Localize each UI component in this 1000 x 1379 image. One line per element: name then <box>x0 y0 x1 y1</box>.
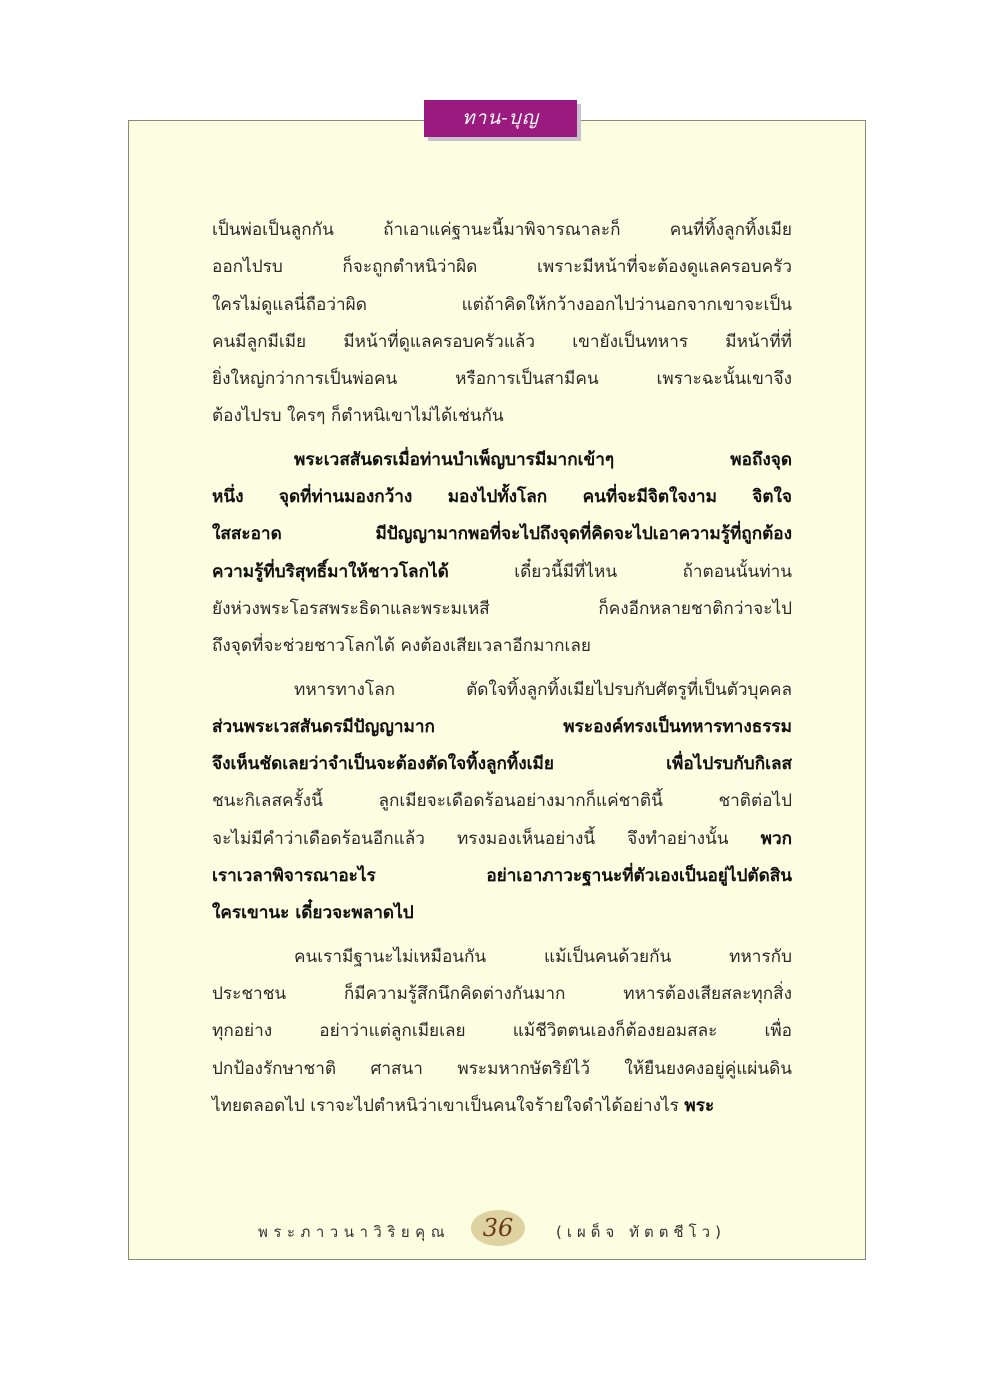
text-run: เดี๋ยวนี้มีที่ไหน ถ้าตอนนั้นท่าน <box>448 561 792 582</box>
text-run: ออกไปรบ ก็จะถูกตำหนิว่าผิด เพราะมีหน้าที่จะต้องดูแลครอบครัว <box>212 257 792 278</box>
paragraph <box>212 442 792 666</box>
text-line <box>212 746 792 783</box>
bold-text-run: จึงเห็นชัดเลยว่าจำเป็นจะต้องตัดใจทิ้งลูกทิ้งเมีย เพื่อไปรบกับกิเลส <box>212 754 792 775</box>
bold-text-run: ความรู้ที่บริสุทธิ์มาให้ชาวโลกได้ <box>212 561 449 582</box>
text-line <box>212 591 792 628</box>
text-line <box>212 976 792 1013</box>
text-line <box>212 249 792 286</box>
text-line <box>212 783 792 820</box>
text-run: ปกป้องรักษาชาติ ศาสนา พระมหากษัตริย์ไว้ ให้ยืนยงคงอยู่คู่แผ่นดิน <box>212 1058 792 1079</box>
text-line <box>212 672 792 709</box>
text-run: จะไม่มีคำว่าเดือดร้อนอีกแล้ว ทรงมองเห็นอย่างนี้ จึงทำอย่างนั้น <box>212 828 761 849</box>
text-line <box>212 895 792 932</box>
text-line <box>212 442 792 479</box>
text-line <box>212 858 792 895</box>
text-run: ต้องไปรบ ใครๆ ก็ตำหนิเขาไม่ได้เช่นกัน <box>212 406 504 427</box>
text-line <box>212 212 792 249</box>
text-run: ไทยตลอดไป เราจะไปตำหนิว่าเขาเป็นคนใจร้ายใจดำได้อย่างไร <box>212 1095 685 1116</box>
text-line <box>212 821 792 858</box>
bold-text-run: ใสสะอาด มีปัญญามากพอที่จะไปถึงจุดที่คิดจะไปเอาความรู้ที่ถูกต้อง <box>212 524 792 545</box>
header-tab: ทาน-บุญ <box>424 100 577 137</box>
body-text <box>212 212 792 1125</box>
paragraph <box>212 672 792 933</box>
text-line <box>212 516 792 553</box>
bold-text-run: พระเวสสันดรเมื่อท่านบำเพ็ญบารมีมากเข้าๆ พอถึงจุด <box>294 449 792 470</box>
text-run: คนเรามีฐานะไม่เหมือนกัน แม้เป็นคนด้วยกัน ทหารกับ <box>294 946 792 967</box>
text-run: ทุกอย่าง อย่าว่าแต่ลูกเมียเลย แม้ชีวิตตนเองก็ต้องยอมสละ เพื่อ <box>212 1021 792 1042</box>
book-title: พระภาวนาวิริยคุณ <box>258 1223 451 1241</box>
bold-text-run: ใครเขานะ เดี๋ยวจะพลาดไป <box>212 903 414 924</box>
text-run: ใครไม่ดูแลนี่ถือว่าผิด แต่ถ้าคิดให้กว้างออกไปว่านอกจากเขาจะเป็น <box>212 294 792 315</box>
bold-text-run: หนึ่ง จุดที่ท่านมองกว้าง มองไปทั้งโลก คนที่จะมีจิตใจงาม จิตใจ <box>212 487 792 508</box>
page-number-badge: 36 <box>471 1210 525 1246</box>
paragraph <box>212 939 792 1125</box>
text-run: ชนะกิเลสครั้งนี้ ลูกเมียจะเดือดร้อนอย่างมากก็แค่ชาตินี้ ชาติต่อไป <box>212 791 792 812</box>
bold-text-run: พระ <box>684 1095 715 1116</box>
text-line <box>212 1013 792 1050</box>
bold-text-run: เราเวลาพิจารณาอะไร อย่าเอาภาวะฐานะที่ตัวเองเป็นอยู่ไปตัดสิน <box>212 866 792 887</box>
text-line <box>212 398 792 435</box>
bold-text-run: พวก <box>760 828 792 849</box>
text-line <box>212 479 792 516</box>
text-run: ยิ่งใหญ่กว่าการเป็นพ่อคน หรือการเป็นสามีคน เพราะฉะนั้นเขาจึง <box>212 369 792 390</box>
text-line <box>212 361 792 398</box>
text-run: ยังห่วงพระโอรสพระธิดาและพระมเหสี ก็คงอีกหลายชาติกว่าจะไป <box>212 598 792 619</box>
text-line <box>212 628 792 665</box>
text-line <box>212 1051 792 1088</box>
text-line <box>212 554 792 591</box>
text-run: ทหารทางโลก ตัดใจทิ้งลูกทิ้งเมียไปรบกับศัตรูที่เป็นตัวบุคคล <box>294 679 792 700</box>
bold-text-run: ส่วนพระเวสสันดรมีปัญญามาก พระองค์ทรงเป็นทหารทางธรรม <box>212 716 792 737</box>
text-line <box>212 939 792 976</box>
text-run: ประชาชน ก็มีความรู้สึกนึกคิดต่างกันมาก ทหารต้องเสียสละทุกสิ่ง <box>212 983 792 1004</box>
paragraph <box>212 212 792 436</box>
text-line <box>212 709 792 746</box>
text-line <box>212 324 792 361</box>
author-name: (เผด็จ ทัตตชีโว) <box>556 1223 726 1241</box>
text-line <box>212 1088 792 1125</box>
text-line <box>212 287 792 324</box>
text-run: เป็นพ่อเป็นลูกกัน ถ้าเอาแค่ฐานะนี้มาพิจารณาละก็ คนที่ทิ้งลูกทิ้งเมีย <box>212 220 792 240</box>
page-footer <box>0 1210 1000 1250</box>
text-run: ถึงจุดที่จะช่วยชาวโลกได้ คงต้องเสียเวลาอีกมากเลย <box>212 636 591 657</box>
text-run: คนมีลูกมีเมีย มีหน้าที่ดูแลครอบครัวแล้ว เขายังเป็นทหาร มีหน้าที่ที่ <box>212 331 792 352</box>
